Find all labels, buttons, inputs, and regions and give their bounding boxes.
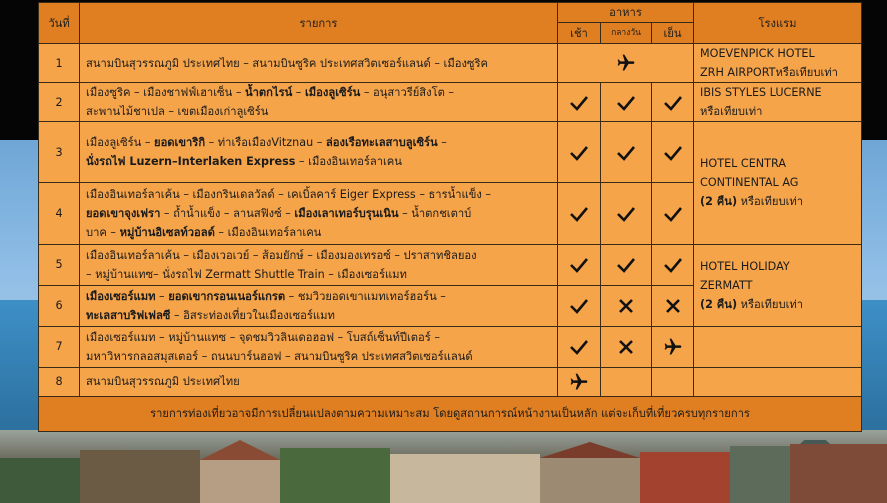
- hotel-ibis: [694, 83, 862, 122]
- itinerary-text: เมืองอินเทอร์ลาเค้น – เมืองเวอเวย์ – ส้อมยักษ์ – เมืองมองเทรอซ์ – ปราสาทชิลยอง – หมู่บ้านแทซ– นั่งรถไฟ Zermatt Shuttle Train – เมืองเซอร์แมท: [80, 244, 558, 285]
- day-number: 2: [39, 83, 80, 122]
- header-dinner: เย็น: [652, 23, 694, 44]
- day-number: 5: [39, 244, 80, 285]
- day-number: 7: [39, 326, 80, 367]
- hotel-holiday: [694, 244, 862, 326]
- check-icon: [569, 257, 589, 273]
- meal-lunch: [601, 285, 652, 326]
- meal-dinner: [652, 326, 694, 367]
- itinerary-text: เมืองซูริค – เมืองชาฟฟ์เฮาเซ็น – น้ำตกไรน์ – เมืองลูเซิร์น – อนุสาวรีย์สิงโต – สะพานไม้ชาเปล – เขตเมืองเก่าลูเซิร์น: [80, 83, 558, 122]
- meal-dinner: [652, 285, 694, 326]
- meal-breakfast: [558, 183, 601, 244]
- meal-dinner: [652, 244, 694, 285]
- hotel-empty: [694, 367, 862, 396]
- hotel-nights: (2 คืน) หรือเทียบเท่า: [700, 195, 804, 209]
- hotel-name-line2: หรือเทียบเท่า: [700, 105, 763, 119]
- hotel-name: IBIS STYLES LUCERNE: [700, 86, 822, 100]
- day-number: 1: [39, 44, 80, 83]
- meal-breakfast: [558, 244, 601, 285]
- itinerary-text: เมืองอินเทอร์ลาเค้น – เมืองกรินเดลวัลด์ – เคเบิ้ลคาร์ Eiger Express – ธารน้ำแข็ง – ยอดเขาจุงเฟรา – ถ้ำน้ำแข็ง – ลานสฟิงซ์ – เมืองเลาเทอร์บรุนเนิน – น้ำตกชเตาบ์ บาค – หมู่บ้านอิเซลท์วอลด์ – เมืองอินเทอร์ลาเคน: [80, 183, 558, 244]
- meal-breakfast: [558, 122, 601, 183]
- check-icon: [616, 206, 636, 222]
- itinerary-text: สนามบินสุวรรณภูมิ ประเทศไทย: [80, 367, 558, 396]
- meal-lunch: [601, 326, 652, 367]
- check-icon: [569, 95, 589, 111]
- cross-icon: [618, 339, 634, 355]
- meal-lunch: [601, 122, 652, 183]
- meal-breakfast: [558, 367, 601, 396]
- check-icon: [569, 206, 589, 222]
- airplane-icon: [661, 337, 685, 357]
- meal-lunch: [601, 83, 652, 122]
- table-row-day-1: [39, 44, 862, 83]
- meal-breakfast: [558, 326, 601, 367]
- meal-lunch: [601, 367, 652, 396]
- check-icon: [616, 257, 636, 273]
- table-row-day-2: [39, 83, 862, 122]
- check-icon: [663, 145, 683, 161]
- table-row-day-5: [39, 244, 862, 285]
- check-icon: [569, 145, 589, 161]
- check-icon: [616, 95, 636, 111]
- table-row-day-3: [39, 122, 862, 183]
- meal-dinner: [652, 83, 694, 122]
- lake-right: [860, 300, 887, 440]
- check-icon: [569, 339, 589, 355]
- airplane-icon: [614, 53, 638, 73]
- check-icon: [616, 145, 636, 161]
- meal-dinner: [652, 183, 694, 244]
- itinerary-text: สนามบินสุวรรณภูมิ ประเทศไทย – สนามบินซูริค ประเทศสวิตเซอร์แลนด์ – เมืองซูริค: [80, 44, 558, 83]
- itinerary-text: เมืองเซอร์แมท – หมู่บ้านแทซ – จุดชมวิวลินเดอฮอฟ – โบสถ์เซ็นท์ปีเตอร์ – มหาวิหารกลอสมุสเตอร์ – ถนนบาร์นฮอฟ – สนามบินซูริค ประเทศสวิตเซอร์แลนด์: [80, 326, 558, 367]
- meal-breakfast: [558, 285, 601, 326]
- check-icon: [663, 257, 683, 273]
- header-breakfast: เช้า: [558, 23, 601, 44]
- check-icon: [569, 298, 589, 314]
- day-number: 4: [39, 183, 80, 244]
- meal-dinner: [652, 367, 694, 396]
- airplane-icon: [567, 372, 591, 392]
- hotel-name-line2: ZERMATT: [700, 278, 753, 292]
- itinerary-text: เมืองเซอร์แมท – ยอดเขากรอนเนอร์แกรต – ชมวิวยอดเขาแมทเทอร์ฮอร์น – ทะเลสาบริฟเฟลซี – อิสระท่องเที่ยวในเมืองเซอร์แมท: [80, 285, 558, 326]
- header-hotel: โรงแรม: [694, 3, 862, 44]
- hotel-centra: [694, 122, 862, 244]
- header-day: วันที่: [39, 3, 80, 44]
- table-row-day-7: [39, 326, 862, 367]
- header-itinerary: รายการ: [80, 3, 558, 44]
- meal-lunch: [601, 183, 652, 244]
- disclaimer-note: รายการท่องเที่ยวอาจมีการเปลี่ยนแปลงตามความเหมาะสม โดยดูสถานการณ์หน้างานเป็นหลัก แต่จะเก็บที่เที่ยวครบทุกรายการ: [39, 396, 862, 431]
- hotel-name-line2: CONTINENTAL AG: [700, 176, 799, 190]
- city-rooftops: [0, 440, 887, 503]
- hotel-moevenpick: [694, 44, 862, 83]
- itinerary-text: เมืองลูเซิร์น – ยอดเขาริกิ – ท่าเรือเมืองVitznau – ล่องเรือทะเลสาบลูเซิร์น – นั่งรถไฟ Luzern–Interlaken Express – เมืองอินเทอร์ลาเคน: [80, 122, 558, 183]
- meal-breakfast: [558, 83, 601, 122]
- table-row-day-8: [39, 367, 862, 396]
- day-number: 6: [39, 285, 80, 326]
- lake-left: [0, 300, 40, 440]
- header-lunch: กลางวัน: [601, 23, 652, 44]
- itinerary-table: [38, 2, 862, 432]
- check-icon: [663, 95, 683, 111]
- hotel-name: HOTEL CENTRA: [700, 157, 786, 171]
- cross-icon: [665, 298, 681, 314]
- hotel-nights: (2 คืน) หรือเทียบเท่า: [700, 297, 804, 311]
- day-number: 8: [39, 367, 80, 396]
- header-meals: อาหาร: [558, 3, 694, 23]
- hotel-name-line2: ZRH AIRPORTหรือเทียบเท่า: [700, 66, 838, 80]
- hotel-empty: [694, 326, 862, 367]
- meal-dinner: [652, 122, 694, 183]
- hotel-name: HOTEL HOLIDAY: [700, 259, 790, 273]
- day-number: 3: [39, 122, 80, 183]
- meal-lunch: [601, 244, 652, 285]
- hotel-name: MOEVENPICK HOTEL: [700, 47, 815, 61]
- meal-flight-cell: [558, 44, 694, 83]
- check-icon: [663, 206, 683, 222]
- cross-icon: [618, 298, 634, 314]
